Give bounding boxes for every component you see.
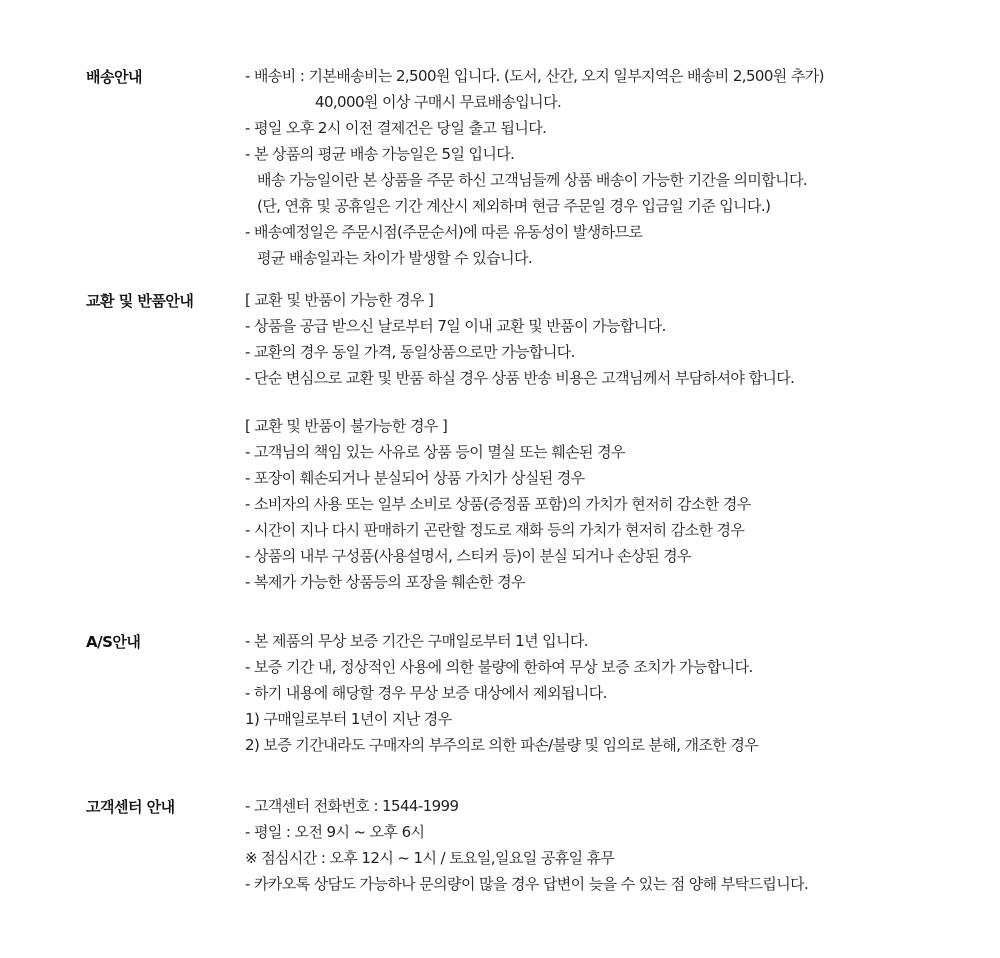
as-title: A/S안내 bbox=[86, 633, 141, 651]
expected-date-line: - 배송예정일은 주문시점(주문순서)에 따른 유동성이 발생하므로 bbox=[245, 223, 643, 241]
exchange-impossible-item: - 시간이 지나 다시 판매하기 곤란할 정도로 재화 등의 가치가 현저히 감소한 경우 bbox=[245, 521, 745, 539]
as-item: - 보증 기간 내, 정상적인 사용에 의한 불량에 한하여 무상 보증 조치가 가능합니다. bbox=[245, 658, 753, 676]
exchange-impossible-item: - 소비자의 사용 또는 일부 소비로 상품(증정품 포함)의 가치가 현저히 감소한 경우 bbox=[245, 495, 751, 513]
as-item: - 본 제품의 무상 보증 기간은 구매일로부터 1년 입니다. bbox=[245, 632, 588, 650]
free-shipping-line: 40,000원 이상 구매시 무료배송입니다. bbox=[315, 93, 562, 111]
exchange-possible-header: [ 교환 및 반품이 가능한 경우 ] bbox=[245, 291, 434, 309]
exchange-title: 교환 및 반품안내 bbox=[86, 292, 194, 310]
as-item: - 하기 내용에 해당할 경우 무상 보증 대상에서 제외됩니다. bbox=[245, 684, 607, 702]
exchange-impossible-item: - 고객님의 책임 있는 사유로 상품 등이 멸실 또는 훼손된 경우 bbox=[245, 443, 625, 461]
customer-hours-line: - 평일 : 오전 9시 ~ 오후 6시 bbox=[245, 823, 425, 841]
average-delivery-line: - 본 상품의 평균 배송 가능일은 5일 입니다. bbox=[245, 145, 515, 163]
exchange-impossible-header: [ 교환 및 반품이 불가능한 경우 ] bbox=[245, 417, 448, 435]
holiday-note-line: (단, 연휴 및 공휴일은 기간 계산시 제외하며 현금 주문일 경우 입금일 기준 입니다.) bbox=[257, 197, 771, 215]
exchange-possible-item: - 교환의 경우 동일 가격, 동일상품으로만 가능합니다. bbox=[245, 343, 575, 361]
shipping-fee-line: - 배송비 : 기본배송비는 2,500원 입니다. (도서, 산간, 오지 일부지역은 배송비 2,500원 추가) bbox=[245, 67, 824, 85]
delivery-definition-line: 배송 가능일이란 본 상품을 주문 하신 고객님들께 상품 배송이 가능한 기간을 의미합니다. bbox=[257, 171, 808, 189]
exchange-possible-item: - 상품을 공급 받으신 날로부터 7일 이내 교환 및 반품이 가능합니다. bbox=[245, 317, 666, 335]
customer-phone-line: - 고객센터 전화번호 : 1544-1999 bbox=[245, 797, 459, 815]
exchange-impossible-item: - 상품의 내부 구성품(사용설명서, 스티커 등)이 분실 되거나 손상된 경우 bbox=[245, 547, 691, 565]
delivery-variance-line: 평균 배송일과는 차이가 발생할 수 있습니다. bbox=[257, 249, 533, 267]
customer-title: 고객센터 안내 bbox=[86, 798, 175, 816]
exchange-impossible-item: - 복제가 가능한 상품등의 포장을 훼손한 경우 bbox=[245, 573, 525, 591]
paragraph-gap bbox=[245, 391, 794, 413]
same-day-dispatch-line: - 평일 오후 2시 이전 결제건은 당일 출고 됩니다. bbox=[245, 119, 547, 137]
customer-kakao-line: - 카카오톡 상담도 가능하나 문의량이 많을 경우 답변이 늦을 수 있는 점 양해 부탁드립니다. bbox=[245, 875, 809, 893]
as-exclusion-item: 2) 보증 기간내라도 구매자의 부주의로 의한 파손/불량 및 임의로 분해, 개조한 경우 bbox=[245, 736, 759, 754]
shipping-lines bbox=[245, 63, 824, 271]
exchange-impossible-item: - 포장이 훼손되거나 분실되어 상품 가치가 상실된 경우 bbox=[245, 469, 585, 487]
exchange-possible-item: - 단순 변심으로 교환 및 반품 하실 경우 상품 반송 비용은 고객님께서 부담하셔야 합니다. bbox=[245, 369, 795, 387]
as-exclusion-item: 1) 구매일로부터 1년이 지난 경우 bbox=[245, 710, 452, 728]
exchange-lines bbox=[245, 287, 794, 595]
shipping-title: 배송안내 bbox=[86, 68, 142, 86]
customer-lunch-line: ※ 점심시간 : 오후 12시 ~ 1시 / 토요일,일요일 공휴일 휴무 bbox=[245, 849, 615, 867]
as-lines bbox=[245, 628, 758, 758]
customer-lines bbox=[245, 793, 808, 897]
